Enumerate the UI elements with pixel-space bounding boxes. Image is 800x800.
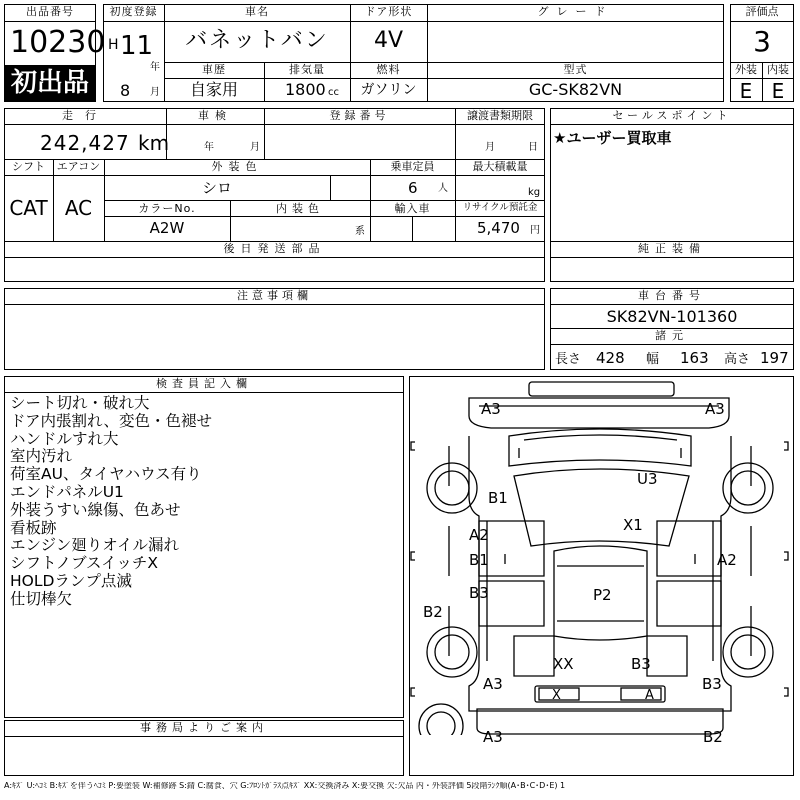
first-listing-badge: 初出品 [4, 65, 96, 102]
damage-mark-bumper-left: A3 [483, 728, 503, 746]
damage-mark-floor: P2 [593, 586, 612, 604]
damage-mark-front-left: A3 [481, 400, 501, 418]
score: 3 [753, 25, 771, 58]
inspection-year-unit: 年 [204, 142, 214, 153]
damage-mark-fr-door: A2 [717, 551, 737, 569]
later-parts-label: 後日発送部品 [223, 242, 326, 255]
reg-no-label: 登録番号 [329, 109, 390, 122]
ac-label: エアコン [56, 160, 101, 173]
car-diagram [409, 376, 790, 746]
mileage: 242,427 [40, 131, 130, 155]
notes-label: 注意事項欄 [237, 289, 312, 302]
inspection-item: HOLDランプ点滅 [10, 571, 132, 590]
fuel-label: 燃料 [376, 63, 401, 76]
mileage-unit: km [138, 131, 170, 155]
inspection-item: 看板跡 [10, 518, 57, 537]
import-label: 輸入車 [394, 202, 431, 215]
history-label: 車歴 [202, 63, 226, 76]
damage-mark-rear-corner-left: A3 [483, 675, 503, 693]
color-no: A2W [149, 219, 185, 237]
height-value: 197 [760, 349, 789, 367]
damage-legend: A:ｷｽﾞ U:ﾍｺﾐ B:ｷｽﾞを伴うﾍｺﾐ P:要塗装 W:補修跡 S:錆 C:腐食、穴 G:ﾌﾛﾝﾄｶﾞﾗｽ点ｷｽﾞ XX:交換済み X:要交換 欠:欠品 内・外装評価 5段階ﾗﾝｸ順(A･B･C･D･E) 1 [4, 782, 566, 790]
mileage-label: 走行 [62, 109, 108, 122]
damage-mark-front-right: A3 [705, 400, 725, 418]
damage-mark-left-side: B2 [423, 603, 443, 621]
inspection-label: 車検 [198, 109, 232, 122]
interior-grade: E [771, 79, 785, 103]
inspection-list [10, 395, 400, 609]
genuine-equipment-label: 純正装備 [638, 242, 706, 255]
exterior-grade: E [739, 79, 753, 103]
chassis-number: SK82VN-101360 [606, 307, 738, 326]
transfer-doc-label: 譲渡書類期限 [467, 109, 533, 122]
damage-mark-bumper-right: B2 [703, 728, 723, 746]
lot-number-label: 出品番号 [26, 5, 74, 18]
width-value: 163 [680, 349, 709, 367]
damage-mark-rl-door: B3 [469, 584, 489, 602]
ext-color: シロ [201, 179, 232, 197]
inspection-item: シフトノブスイッチX [10, 554, 158, 573]
capacity-label: 乗車定員 [390, 160, 435, 173]
max-load-label: 最大積載量 [472, 160, 528, 173]
inspection-item: 仕切棒欠 [10, 589, 73, 608]
damage-mark-lamp-right: A [645, 688, 654, 703]
model: GC-SK82VN [528, 80, 623, 99]
displacement-unit: cc [328, 87, 339, 98]
inspection-item: 荷室AU、タイヤハウス有り [10, 465, 202, 484]
damage-mark-fl-door-top: A2 [469, 526, 489, 544]
inspection-month-unit: 月 [250, 142, 260, 153]
shift: CAT [9, 196, 48, 220]
length-label: 長さ [555, 352, 582, 367]
door-label: ドア形状 [364, 5, 413, 18]
fuel: ガソリン [360, 82, 417, 98]
car-name-label: 車名 [245, 5, 269, 18]
damage-mark-windshield: X1 [623, 516, 643, 534]
reg-year-unit: 年 [150, 62, 160, 73]
inspection-label: 検査員記入欄 [156, 377, 252, 390]
door-type: 4V [373, 28, 404, 53]
exterior-label: 外装 [735, 63, 757, 76]
displacement: 1800 [285, 80, 326, 99]
car-name: バネットバン [185, 28, 329, 53]
lot-number: 10230 [10, 25, 106, 60]
sales-point-label: セールスポイント [612, 109, 732, 122]
recycle-unit: 円 [530, 225, 540, 236]
dims-label: 諸元 [655, 329, 689, 342]
office-label: 事務局よりご案内 [140, 721, 268, 734]
recycle-label: リサイクル預託金 [462, 202, 538, 213]
ext-color-label: 外装色 [211, 160, 263, 173]
damage-mark-fl-door-bottom: B1 [469, 551, 489, 569]
inspection-item: エンジン廻りオイル漏れ [10, 536, 179, 555]
inspection-item: エンドパネルU1 [10, 482, 124, 501]
color-no-label: カラーNo. [138, 202, 196, 215]
reg-month-unit: 月 [150, 87, 160, 98]
length-value: 428 [596, 349, 625, 367]
max-load-unit: kg [528, 187, 541, 198]
first-reg-label: 初度登録 [109, 5, 158, 18]
inspection-item: ドア内張割れ、変色・色褪せ [10, 411, 212, 430]
history: 自家用 [189, 80, 238, 99]
ac: AC [64, 196, 93, 220]
damage-mark-hood-left: B1 [488, 489, 508, 507]
sales-point: ★ユーザー買取車 [553, 129, 672, 147]
transfer-month-unit: 月 [485, 142, 495, 153]
damage-mark-rear-right: B3 [631, 655, 651, 673]
reg-month: 8 [120, 81, 131, 100]
damage-mark-roof: U3 [637, 470, 658, 488]
inspection-item: ハンドルすれ大 [10, 429, 119, 448]
width-label: 幅 [646, 352, 660, 367]
inspection-item: シート切れ・破れ大 [10, 394, 150, 412]
damage-mark-rear-corner-right: B3 [702, 675, 722, 693]
recycle-amount: 5,470 [477, 219, 520, 237]
chassis-label: 車台番号 [638, 289, 706, 302]
model-label: 型式 [563, 63, 588, 76]
displacement-label: 排気量 [289, 63, 325, 76]
grade-label: グレード [537, 5, 614, 18]
damage-mark-lamp-left: X [552, 688, 561, 703]
shift-label: シフト [12, 160, 45, 173]
int-color-unit: 系 [355, 226, 365, 237]
damage-mark-rear-left: XX [553, 655, 574, 673]
reg-year: 11 [120, 31, 154, 61]
capacity-unit: 人 [438, 183, 448, 194]
transfer-day-unit: 日 [528, 142, 538, 153]
inspection-item: 室内汚れ [10, 447, 73, 466]
era: H [108, 37, 119, 53]
interior-label: 内装 [767, 63, 789, 76]
int-color-label: 内装色 [276, 202, 324, 215]
height-label: 高さ [724, 352, 751, 367]
capacity: 6 [408, 179, 418, 197]
score-label: 評価点 [745, 5, 779, 18]
inspection-item: 外装うすい線傷、色あせ [10, 500, 181, 519]
